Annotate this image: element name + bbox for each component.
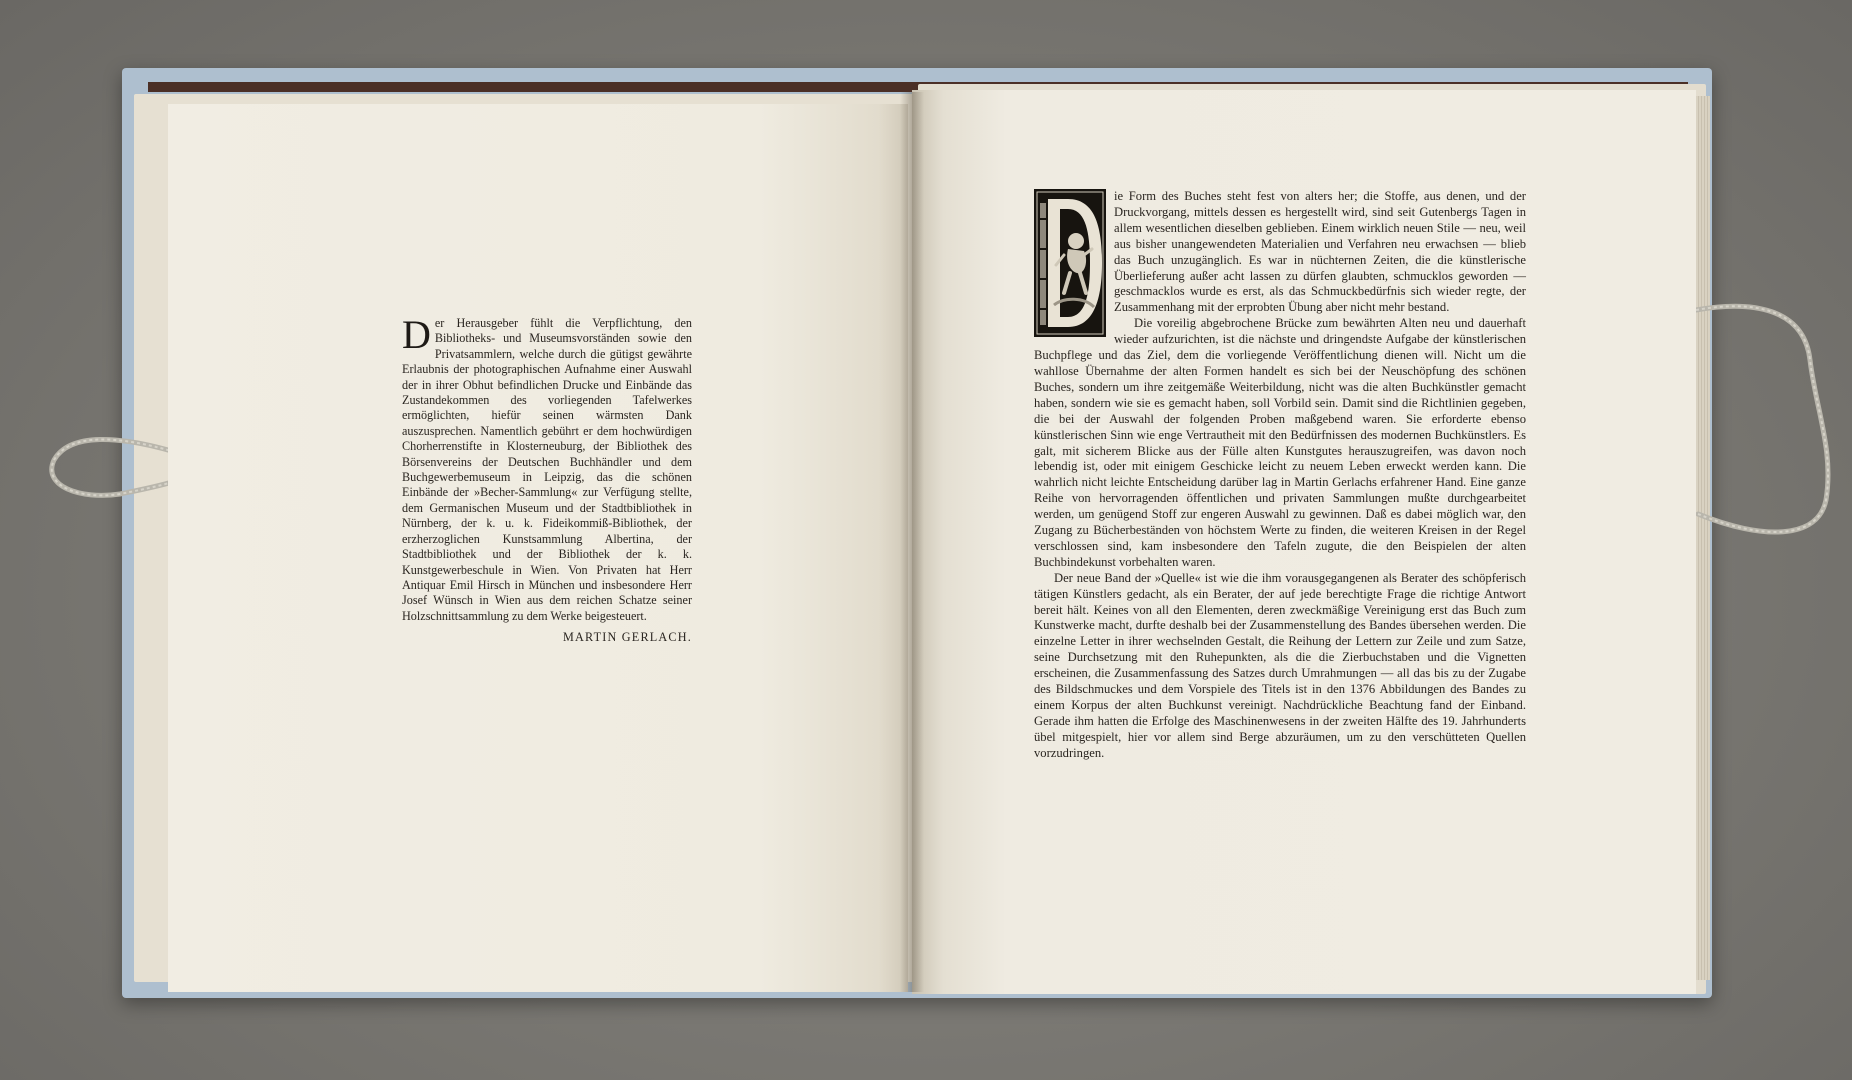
book-gutter <box>900 92 924 992</box>
preface-paragraph-1: ie Form des Buches steht fest von alters her; die Stoffe, aus denen, und der Druckvorgang, mittels dessen es hergestellt wird, sind seit Gutenbergs Tagen in allem wesentlichen dieselben geblieben. Einem wirklich neuen Stile — neu, weil aus bisher unangewendeten Materialien und Verfahren neu erwachsen — blieb das Buch unzugänglich. Es war in nüchternen Zeiten, die die künstlerische Überlieferung außer acht lassen zu dürfen glaubten, schmucklos geworden — geschmacklos wurde es erst, als das Schmuckbedürfnis sich wieder regte, der Zusammenhang mit der erprobten Übung aber nicht mehr bestand. <box>1114 189 1526 315</box>
decorated-initial-d <box>1034 189 1106 337</box>
preface-text <box>1034 189 1526 762</box>
signature: MARTIN GERLACH. <box>563 630 692 645</box>
left-dropcap: D <box>402 312 431 357</box>
acknowledgement-text <box>402 312 692 646</box>
right-page-edges <box>1696 96 1710 980</box>
preface-paragraph-3: Der neue Band der »Quelle« ist wie die ihm vorausgegangenen als Berater des schöpferisch tätigen Künstlers gedacht, als ein Berater, der auf jede berechtigte Frage die richtige Antwort bereit hält. Keines von all den Elementen, deren zweckmäßige Vereinigung erst das Buch zum Kunstwerke macht, durfte deshalb bei der Zusammenstellung des Bandes übersehen werden. Die einzelne Letter in ihrer wechselnden Gestalt, die Reihung der Lettern zur Zeile und zum Satze, seine Durchsetzung mit den Ruhepunkten, als die die Zierbuchstaben und die Vignetten erscheinen, die Zusammenfassung des Satzes durch Umrahmungen — all das bis zu der Zugabe des Bildschmuckes und dem Vorspiele des Titels ist in den 1376 Abbildungen des Bandes zu einem Korpus der alten Buchkunst vereinigt. Nachdrückliche Beachtung fand der Einband. Gerade ihm hatten die Erfolge des Maschinenwesens in der zweiten Hälfte des 19. Jahrhunderts übel mitgespielt, hier vor allem sind Berge abzuräumen, um zu den verschütteten Quellen vorzudringen. <box>1034 570 1526 760</box>
acknowledgement-body: er Herausgeber fühlt die Verpflichtung, den Bibliotheks- und Museumsvorständen sowie den Privatsammlern, welche durch die gütigst gewährte Erlaubnis der photographischen Aufnahme einer Auswahl der in ihrer Obhut befindlichen Drucke und Einbände das Zustandekommen des vorliegenden Tafelwerkes ermöglichten, hiefür seinen wärmsten Dank auszusprechen. Namentlich gebührt er dem hochwürdigen Chorherrenstifte in Klosterneuburg, der Bibliothek des Börsenvereins der Deutschen Buchhändler und dem Buchgewerbemuseum in Leipzig, das die schönen Einbände der »Becher-Sammlung« zur Verfügung stellte, dem Germanischen Museum und der Stadtbibliothek in Nürnberg, der k. u. k. Fideikommiß-Bibliothek, der erzherzoglichen Kunstsammlung Albertina, der Stadtbibliothek und der Bibliothek der k. k. Kunstgewerbeschule in Wien. Von Privaten hat Herr Antiquar Emil Hirsch in München und insbesondere Herr Josef Wünsch in Wien aus dem reichen Schatze seiner Holzschnittsammlung zu dem Werke beigesteuert. <box>402 316 692 623</box>
preface-paragraph-2: Die voreilig abgebrochene Brücke zum bewährten Alten neu und dauerhaft wieder aufzurichten, ist die nächste und dringendste Aufgabe der künstlerischen Buchpflege und das Ziel, dem die vorliegende Veröffentlichung dienen will. Nicht um die wahllose Übernahme der alten Formen handelt es sich bei der Neuschöpfung des schönen Buches, sondern um ihre zeitgemäße Weiterbildung, nicht was die alten Buchkünstler gemacht haben, sondern wie sie es gemacht haben, soll Vorbild sein. Damit sind die Richtlinien gegeben, die bei der Auswahl der folgenden Proben maßgebend waren. Sie erforderte ebenso künstlerischen Sinn wie enge Vertrautheit mit den Bedürfnissen des modernen Buchkünstlers. Es galt, mit sicherem Blicke aus der Fülle alten Kunstgutes herauszugreifen, was davon noch lebendig ist, oder mit einigem Geschicke leicht zu neuem Leben erweckt werden kann. Die wahrlich nicht leichte Entscheidung darüber lag in Martin Gerlachs erfahrener Hand. Eine ganze Reihe von hervorragenden öffentlichen und privaten Sammlungen mußte durchgearbeitet werden, um genügend Stoff zur engeren Auswahl zu gewinnen. Daß es dabei möglich war, den Zugang zu Bücherbeständen von höchstem Werte zu finden, die weiteren Kreisen in der Regel verschlossen sind, kam insbesondere den Tafeln zugute, die den Beispielen der alten Buchbindekunst vorbehalten waren. <box>1034 316 1526 569</box>
